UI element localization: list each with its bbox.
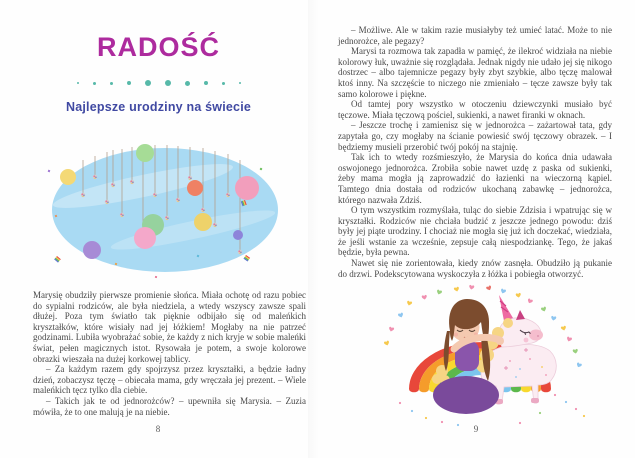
page-number-right: 9 (473, 424, 479, 434)
page-right (317, 0, 635, 458)
body-paragraph: – Jeszcze trochę i zamienisz się w jednorożca – zażartował tata, gdy zapytała go, czy mogłaby na ścianie powiesić swój tęczowy obrazek. – I będziemy musieli przerobić twój pokój na stajnię. (338, 120, 612, 152)
page-number-left: 8 (155, 424, 161, 434)
chapter-subtitle: Najlepsze urodziny na świecie (65, 100, 252, 114)
page-left (0, 0, 317, 458)
body-paragraph: Marysię obudziły pierwsze promienie słońca. Miała ochotę od razu pobiec do sypialni rodziców, ale była niedziela, a wtedy wszyscy zawsze spali dłużej. Poza tym światło tak pięknie odbijało się od maleńkich kryształków, które wisiały nad jej łóżkiem! Mogłaby na nie patrzeć godzinami. Lubiła wyobrażać sobie, że każdy z nich kryje w sobie maleńki świat, pełen magicznych istot. Rysowała je potem, a swoje kolorowe obrazki wieszała na dużej korkowej tablicy. (33, 290, 306, 364)
chapter-title: RADOŚĆ (96, 32, 220, 62)
girl-unicorn-illustration (370, 283, 610, 433)
crystal-mobile-illustration (25, 138, 315, 293)
body-paragraph: Marysi ta rozmowa tak zapadła w pamięć, że ilekroć widziała na niebie kolorowy łuk, uważnie się rozglądała. Jednak nigdy nie udało jej się nikogo dostrzec – albo tajemnicze pegazy były zbyt szybkie, albo tęczę malował ktoś inny. Na szczęście to niczego nie zmieniało – tęcze zawsze były tak samo kolorowe i piękne. (338, 46, 612, 99)
unicorn-horn (499, 295, 513, 321)
body-paragraph: – Możliwe. Ale w takim razie musiałyby też umieć latać. Może to nie jednorożce, ale pegazy? (338, 25, 612, 46)
body-paragraph: Tak ich to wtedy rozśmieszyło, że Marysia do końca dnia udawała oswojonego jednorożca. Zrobiła sobie nawet uzdę z paska od sukienki, żeby mama mogła ją zaprowadzić do łazienki na wieczorną kąpiel. Tamtego dnia dostała od rodziców ukochaną zabawkę – jednorożca, którego nazwała Zdziś. (338, 152, 612, 205)
body-paragraph: – Takich jak te od jednorożców? – upewniła się Marysia. – Zuzia mówiła, że to one malują je na niebie. (33, 395, 306, 417)
right-text-block (338, 25, 612, 279)
body-paragraph: – Za każdym razem gdy spojrzysz przez kryształki, a będzie ładny dzień, zobaczysz tęczę – obiecała mama, gdy wręczała jej prezent. – Wiele maleńkich tęcz tylko dla ciebie. (33, 364, 306, 396)
dots-divider (0, 78, 317, 88)
body-paragraph: Nawet się nie zorientowała, kiedy znów zasnęła. Obudziło ją pukanie do drzwi. Podekscytowana wyskoczyła z łóżka i pobiegła otworzyć. (338, 258, 612, 279)
body-paragraph: O tym wszystkim rozmyślała, tuląc do siebie Zdzisia i wpatrując się w kryształki. Rodziców nie chciała budzić z jeszcze jednego powodu: dziś były jej piąte urodziny. I chociaż nie mogła się już ich doczekać, wiedziała, że jeśli wstanie za wcześnie, zepsuje całą niespodziankę. Tego, że jakaś będzie, była pewna. (338, 205, 612, 258)
body-paragraph: Od tamtej pory wszystko w otoczeniu dziewczynki musiało być tęczowe. Miała tęczową pościel, sukienki, a nawet firanki w oknach. (338, 99, 612, 120)
left-text-block (33, 290, 306, 417)
